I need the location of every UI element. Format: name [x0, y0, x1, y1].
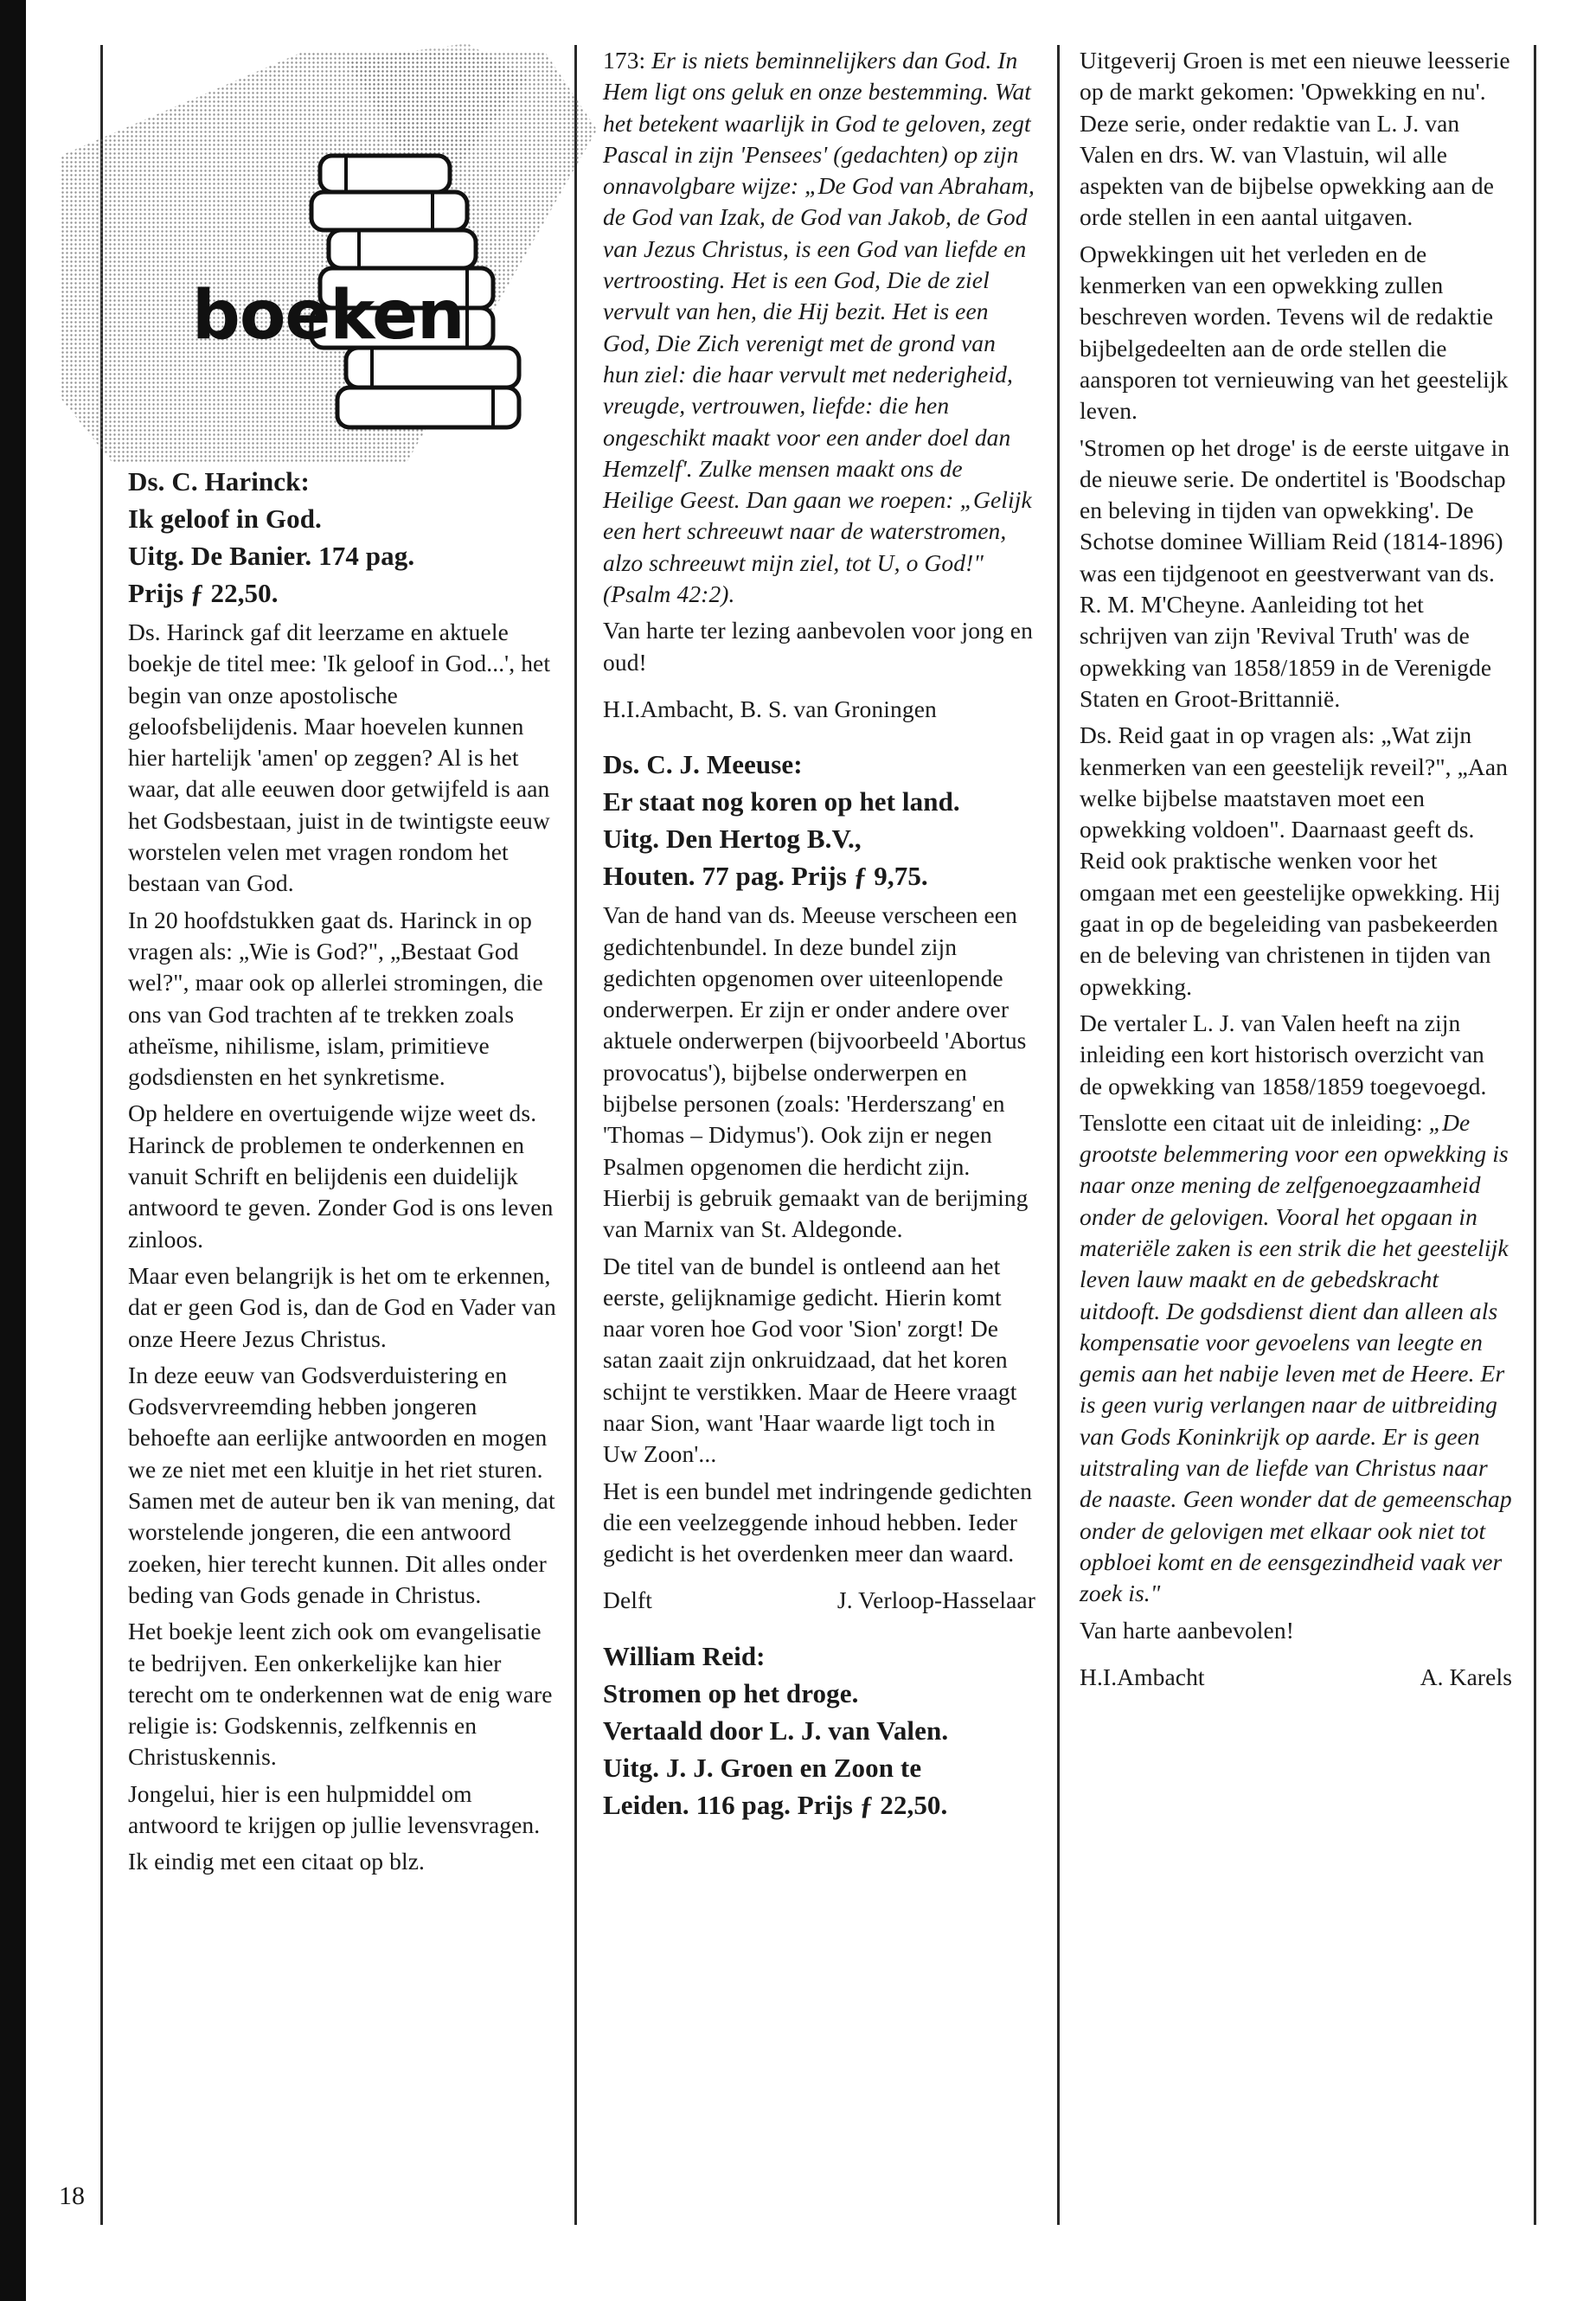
review-heading-reid [603, 1638, 1035, 1823]
paragraph: De vertaler L. J. van Valen heeft na zijn inleiding een kort historisch overzicht van de opwekking van 1858/1859 toegevoegd. [1080, 1009, 1487, 1099]
quote-intro: Tenslotte een citaat uit de inleiding: [1080, 1108, 1429, 1136]
review-column-right [1080, 45, 1512, 1714]
paragraph: Het is een bundel met indringende gedichten die een veelzeggende inhoud hebben. Ieder gedicht is het overdenken meer dan waard. [603, 1477, 1033, 1567]
signature-line [603, 1585, 1035, 1616]
review-heading-harinck [128, 463, 556, 612]
closing-line: Van harte ter lezing aanbevolen voor jong en oud! [603, 617, 1033, 676]
section-banner [61, 26, 597, 463]
paragraph: Opwekkingen uit het verleden en de kenmerken van een opwekking zullen beschreven worden. Tevens wil de redaktie bijbelgedeelten aan de orde stellen die aansporen tot vernieuwing van het geestelijk leven. [1080, 240, 1509, 425]
column-rule-2 [1057, 45, 1060, 2225]
heading-line: Uitg. Den Hertog B.V., [603, 824, 862, 855]
heading-line: William Reid: [603, 1640, 766, 1671]
signature-line [1080, 1662, 1512, 1693]
paragraph: Uitgeverij Groen is met een nieuwe leesserie op de markt gekomen: 'Opwekking en nu'. Deze serie, onder redaktie van L. J. van Valen en drs. W. van Vlastuin, wil alle aspekten van de bijbelse opwekking aan de orde stellen in een aantal uitgaven. [1080, 47, 1510, 231]
quote-text: „De grootste belemmering voor een opwekking is naar onze mening de zelfgenoegzaamheid onder de gelovigen. Vooral het opgaan in materiële zaken is een strik die het geestelijk leven lauw maakt en de gebedskracht uitdooft. De godsdienst dient dan alleen als kompensatie voor gevoelens van leegte en gemis aan het nabije leven met de Heere. Er is geen vurig verlangen naar de uitbreiding van Gods Koninkrijk op aarde. Er is geen uitstraling van de liefde van Christus naar de naaste. Geen wonder dat de gemeenschap onder de gelovigen met elkaar ook niet tot opbloei komt en de eensgezindheid vaak ver zoek is." [1080, 1108, 1512, 1607]
heading-line: Prijs ƒ 22,50. [128, 578, 279, 608]
paragraph: De titel van de bundel is ontleend aan het eerste, gelijknamige gedicht. Hierin komt naar voren hoe God voor 'Sion' zorgt! De satan zaait zijn onkruidzaad, dat het koren schijnt te verstikken. Maar de Heere vraagt naar Sion, want 'Haar waarde ligt toch in Uw Zoon'... [603, 1252, 1017, 1468]
scan-binding-edge [0, 0, 26, 2301]
heading-line: Houten. 77 pag. Prijs ƒ 9,75. [603, 861, 928, 892]
reviewer-signature: H.I.Ambacht, B. S. van Groningen [603, 695, 937, 722]
heading-line: Ds. C. J. Meeuse: [603, 749, 803, 780]
quote-page-ref: 173: [603, 47, 652, 74]
heading-line: Ds. C. Harinck: [128, 466, 310, 497]
paragraph: Maar even belangrijk is het om te erkennen, dat er geen God is, dan de God en Vader van onze Heere Jezus Christus. [128, 1261, 556, 1352]
section-title: boeken [192, 277, 465, 355]
heading-line: Uitg. J. J. Groen en Zoon te [603, 1752, 922, 1783]
quote-paragraph [603, 45, 1035, 610]
review-column-middle [603, 45, 1035, 1829]
quote-paragraph [1080, 1107, 1512, 1610]
reviewer-name: A. Karels [1420, 1663, 1512, 1690]
paragraph: Jongelui, hier is een hulpmiddel om antwoord te krijgen op jullie levensvragen. [128, 1779, 541, 1838]
quote-text: Er is niets beminnelijkers dan God. In Hem ligt ons geluk en onze bestemming. Wat het betekent waarlijk in God te geloven, zegt Pascal in zijn 'Pensees' (gedachten) op zijn onnavolgbare wijze: „De God van Abraham, de God van Izak, de God van Jakob, de God van Jezus Christus, is een God van liefde en vertroosting. Het is een God, Die de ziel vervult van hen, die Hij bezit. Het is een God, Die Zich verenigt met de grond van hun ziel: die haar vervult met nederigheid, vreugde, vertrouwen, liefde: die hen ongeschikt maakt voor een ander doel dan Hemzelf'. Zulke mensen maakt ons de Heilige Geest. Dan gaan we roepen: „Gelijk een hert schreeuwt naar de waterstromen, alzo schreeuwt mijn ziel, tot U, o God!" (Psalm 42:2). [603, 47, 1035, 608]
paragraph: Ds. Reid gaat in op vragen als: „Wat zijn kenmerken van een geestelijk reveil?", „Aan welke bijbelse maatstaven moet een opwekking voldoen". Daarnaast geeft ds. Reid ook praktische wenken voor het omgaan met een geestelijke opwekking. Hij gaat in op de begeleiding van pasbekeerden en de beleving van christenen in tijden van opwekking. [1080, 721, 1509, 1000]
page-number: 18 [59, 2182, 85, 2210]
heading-line: Leiden. 116 pag. Prijs ƒ 22,50. [603, 1789, 948, 1820]
reviewer-place: Delft [603, 1586, 653, 1614]
paragraph: 'Stromen op het droge' is de eerste uitgave in de nieuwe serie. De ondertitel is 'Boodschap en beleving in tijden van opwekking'. De Schotse dominee William Reid (1814-1896) was een tijdgenoot en geestverwant van ds. R. M. M'Cheyne. Aanleiding tot het schrijven van zijn 'Revival Truth' was de opwekking van 1858/1859 in de Verenigde Staten en Groot-Brittannië. [1080, 433, 1510, 712]
paragraph: Van de hand van ds. Meeuse verscheen een gedichtenbundel. In deze bundel zijn gedichten opgenomen over uiteenlopende onderwerpen. Er zijn er onder andere over aktuele onderwerpen (bijvoorbeeld 'Abortus provocatus'), bijbelse onderwerpen en bijbelse personen (zoals: 'Herderszang' en 'Thomas – Didymus'). Ook zijn er negen Psalmen opgenomen die herdicht zijn. Hierbij is gebruik gemaakt van de berijming van Marnix van St. Aldegonde. [603, 901, 1029, 1243]
paragraph: In deze eeuw van Godsverduistering en Godsvervreemding hebben jongeren behoefte aan eerlijke antwoorden en mogen we ze niet met een kluitje in het riet sturen. Samen met de auteur ben ik van mening, dat worstelende jongeren, die een antwoord zoeken, hier terecht kunnen. Dit alles onder beding van Gods genade in Christus. [128, 1361, 555, 1608]
heading-line: Ik geloof in God. [128, 503, 322, 534]
heading-line: Uitg. De Banier. 174 pag. [128, 541, 415, 571]
heading-line: Vertaald door L. J. van Valen. [603, 1715, 949, 1746]
paragraph: Op heldere en overtuigende wijze weet ds. Harinck de problemen te onderkennen en vanuit Schrift en belijdenis een duidelijk antwoord te geven. Zonder God is ons leven zinloos. [128, 1099, 554, 1253]
paragraph: Ds. Harinck gaf dit leerzame en aktuele boekje de titel mee: 'Ik geloof in God...', het begin van onze apostolische geloofsbelijdenis. Maar hoevelen kunnen hier hartelijk 'amen' op zeggen? Al is het waar, dat alle eeuwen door getwijfeld is aan het Godsbestaan, juist in de twintigste eeuw worstelen velen met vragen rondom het bestaan van God. [128, 619, 551, 897]
closing-line: Van harte aanbevolen! [1080, 1616, 1294, 1644]
review-column-left [128, 463, 556, 1883]
column-rule-right [1534, 45, 1536, 2225]
books-illustration [61, 26, 597, 463]
paragraph: Ik eindig met een citaat op blz. [128, 1848, 426, 1875]
reviewer-name: J. Verloop-Hasselaar [836, 1586, 1035, 1614]
reviewer-place: H.I.Ambacht [1080, 1663, 1205, 1690]
heading-line: Er staat nog koren op het land. [603, 786, 960, 817]
review-heading-meeuse [603, 746, 1035, 894]
heading-line: Stromen op het droge. [603, 1677, 859, 1708]
paragraph: In 20 hoofdstukken gaat ds. Harinck in op vragen als: „Wie is God?", „Bestaat God wel?", maar ook op allerlei stromingen, die ons van God trachten af te trekken zoals atheïsme, nihilisme, islam, primitieve godsdiensten en het synkretisme. [128, 906, 543, 1091]
paragraph: Het boekje leent zich ook om evangelisatie te bedrijven. Een onkerkelijke kan hier terecht om te onderkennen wat de enig ware religie is: Godskennis, zelfkennis en Christuskennis. [128, 1618, 553, 1771]
signature-line [603, 694, 1035, 725]
